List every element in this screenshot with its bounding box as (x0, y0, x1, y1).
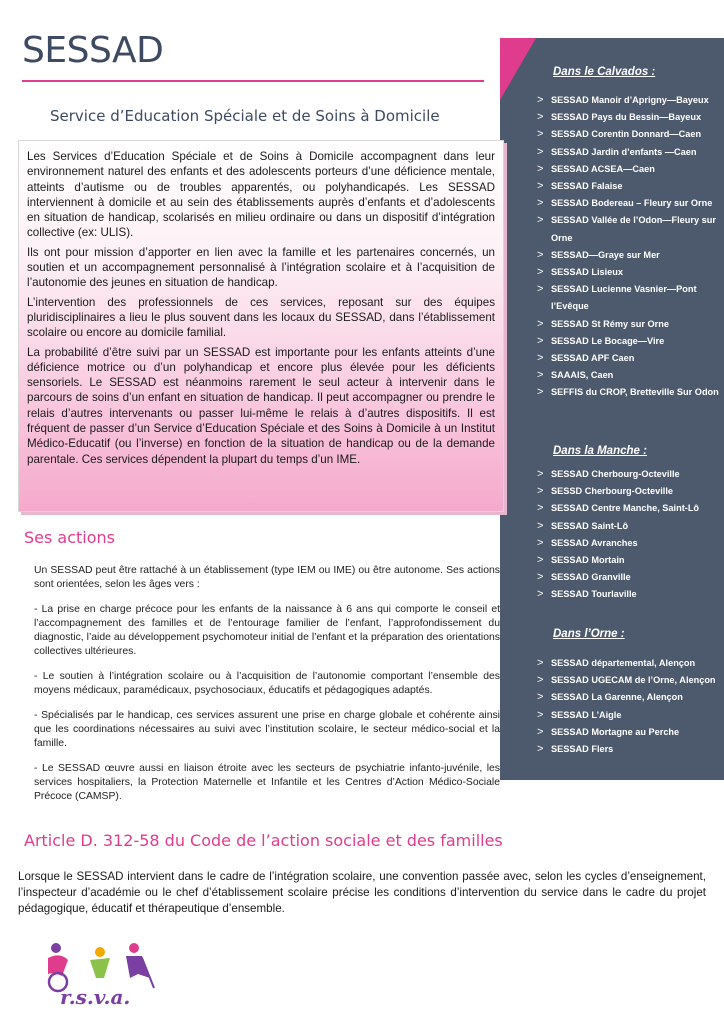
chevron-right-icon: > (537, 743, 544, 756)
sidebar-heading-manche: Dans la Manche : (553, 445, 647, 457)
list-item: > SESSAD Vallée de l’Odon—Fleury sur Orne (537, 214, 716, 243)
list-item: > SESSAD ACSEA—Caen (537, 161, 722, 178)
actions-paragraph: Un SESSAD peut être rattaché à un établissement (type IEM ou IME) ou être autonome. Ses actions sont orientées, selon les âges vers : (34, 565, 500, 590)
list-item: > SESSAD Centre Manche, Saint-Lô (537, 500, 722, 517)
article-paragraph: Lorsque le SESSAD intervient dans le cadre de l’intégration scolaire, une convention passée avec, selon les cycles d’enseignement, l’inspecteur d’académie ou le chef d’établissement scolaire précise les conditions d’intervention du service dans le cadre du projet pédagogique, éducatif et thérapeutique d’ensemble. (18, 870, 706, 915)
chevron-right-icon: > (537, 369, 544, 382)
list-item: > SESSAD Granville (537, 569, 722, 586)
list-item: > SESSAD Bodereau – Fleury sur Orne (537, 195, 722, 212)
list-item: > SESSAD UGECAM de l’Orne, Alençon (537, 672, 722, 689)
intro-box (18, 140, 504, 512)
list-item: > SESSAD Flers (537, 741, 722, 758)
chevron-right-icon: > (537, 468, 544, 480)
chevron-right-icon: > (537, 162, 544, 175)
chevron-right-icon: > (537, 111, 544, 124)
sidebar-list-calvados (537, 92, 722, 402)
chevron-right-icon: > (537, 248, 544, 261)
intro-paragraph: Les Services d’Education Spéciale et de Soins à Domicile accompagnent dans leur environnement naturel des enfants et des adolescents porteurs d’une déficience mentale, atteints d’autisme ou de troubles apparentés, ou polyhandicapés. Les SESSAD interviennent à domicile et au sein des établissements auprès d’enfants et d’adolescents en situation de handicap, scolarisés en milieu ordinaire ou dans un dispositif d’intégration collective (ex: ULIS). (27, 150, 495, 240)
chevron-right-icon: > (537, 334, 544, 347)
chevron-right-icon: > (537, 283, 544, 296)
list-item: > SESSAD Lucienne Vasnier—Pont l’Evêque (537, 283, 697, 312)
list-item: > SESSAD Tourlaville (537, 586, 722, 603)
list-item: > SESSAD Saint-Lô (537, 518, 722, 535)
list-item: > SESSAD APF Caen (537, 350, 722, 367)
intro-paragraph: Ils ont pour mission d’apporter en lien avec la famille et les partenaires concernés, un soutien et un accompagnement personnalisé à l’intégration scolaire et à l’acquisition de l’autonomie des jeunes en situation de handicap. (27, 245, 495, 290)
chevron-right-icon: > (537, 317, 544, 330)
list-item: > SESSAD La Garenne, Alençon (537, 689, 722, 706)
chevron-right-icon: > (537, 352, 544, 365)
logo-figure-head (95, 947, 105, 957)
chevron-right-icon: > (537, 674, 544, 687)
list-item: > SESSAD Mortagne au Perche (537, 724, 722, 741)
chevron-right-icon: > (537, 588, 544, 601)
chevron-right-icon: > (537, 386, 544, 399)
sidebar-heading-orne: Dans l’Orne : (553, 628, 625, 640)
actions-paragraph: - Le soutien à l’intégration scolaire ou à l’acquisition de l’autonomie comportant l’ensemble des moyens médicaux, paramédicaux, psychosociaux, éducatifs et pédagogiques adaptés. (34, 671, 500, 696)
chevron-right-icon: > (537, 519, 544, 532)
logo-figure-body (90, 958, 110, 978)
list-item: > SESSAD départemental, Alençon (537, 655, 722, 672)
list-item: > SESSAD St Rémy sur Orne (537, 316, 722, 333)
sidebar-corner-triangle (500, 38, 536, 100)
chevron-right-icon: > (537, 145, 544, 158)
rsva-logo (38, 938, 158, 1008)
chevron-right-icon: > (537, 94, 544, 106)
chevron-right-icon: > (537, 502, 544, 515)
list-item: > SESSAD Manoir d’Aprigny—Bayeux (537, 92, 722, 109)
list-item: > SESSAD Falaise (537, 178, 722, 195)
chevron-right-icon: > (537, 691, 544, 704)
actions-heading: Ses actions (24, 528, 116, 547)
list-item: > SESSAD Avranches (537, 535, 722, 552)
actions-paragraph: - Le SESSAD œuvre aussi en liaison étroite avec les secteurs de psychiatrie infanto-juvénile, les services hospitaliers, la Protection Maternelle et Infantile et les Centres d’Action Médico-Sociale Précoce (CAMSP). (34, 763, 500, 802)
chevron-right-icon: > (537, 128, 544, 141)
intro-paragraph: La probabilité d’être suivi par un SESSAD est importante pour les enfants atteints d’une déficience motrice ou d’un polyhandicap et encore plus élevée pour les déficients sensoriels. Le SESSAD est néanmoins rarement le seul acteur à intervenir dans le parcours de soins d’un enfant en situation de handicap. Il peut accompagner ou prendre le relais d’autres intervenants ou passer lui-même le relais à d’autres dispositifs. Il est fréquent de passer d’un Service d’Education Spéciale et des Soins à Domicile à un Institut Médico-Educatif (ou l’inverse) en fonction de la situation de handicap ou de la demande parentale. Ces services dépendent la plupart du temps d’un IME. (27, 345, 495, 466)
page-subtitle: Service d’Education Spéciale et de Soins à Domicile (50, 107, 440, 125)
list-item: > SEFFIS du CROP, Bretteville Sur Odon (537, 384, 722, 401)
list-item: > SESSAD Jardin d’enfants —Caen (537, 144, 722, 161)
list-item: > SESSAD Mortain (537, 552, 722, 569)
chevron-right-icon: > (537, 657, 544, 669)
list-item: > SESSAD Lisieux (537, 264, 722, 281)
title-divider (22, 80, 484, 82)
list-item: > SESSAD Cherbourg-Octeville (537, 466, 722, 483)
chevron-right-icon: > (537, 554, 544, 567)
logo-figure-head (51, 943, 61, 953)
sidebar-list-manche (537, 466, 722, 604)
list-item: > SESSAD Pays du Bessin—Bayeux (537, 109, 722, 126)
logo-text: r.s.v.a. (60, 985, 131, 1008)
list-item: > SESSAD Le Bocage—Vire (537, 333, 722, 350)
logo-figure-head (129, 943, 139, 953)
list-item: > SAAAIS, Caen (537, 367, 722, 384)
sidebar-list-orne (537, 655, 722, 758)
article-heading: Article D. 312-58 du Code de l’action sociale et des familles (24, 831, 503, 850)
chevron-right-icon: > (537, 725, 544, 738)
chevron-right-icon: > (537, 536, 544, 549)
chevron-right-icon: > (537, 197, 544, 210)
list-item: > SESSD Cherbourg-Octeville (537, 483, 722, 500)
page-title: SESSAD (22, 30, 164, 71)
intro-paragraph: L’intervention des professionnels de ces services, reposant sur des équipes pluridisciplinaires a lieu le plus souvent dans les locaux du SESSAD, dans l’établissement scolaire ou encore au domicile familial. (27, 295, 495, 340)
actions-section (34, 564, 500, 815)
chevron-right-icon: > (537, 180, 544, 193)
list-item: > SESSAD L’Aigle (537, 707, 722, 724)
chevron-right-icon: > (537, 266, 544, 279)
list-item: > SESSAD—Graye sur Mer (537, 247, 722, 264)
chevron-right-icon: > (537, 214, 544, 227)
chevron-right-icon: > (537, 571, 544, 584)
chevron-right-icon: > (537, 485, 544, 498)
actions-paragraph: - Spécialisés par le handicap, ces services assurent une prise en charge globale et cohérente ainsi que les coordinations nécessaires au suivi avec l’institution scolaire, le secteur médico-social et la famille. (34, 710, 500, 749)
actions-paragraph: - La prise en charge précoce pour les enfants de la naissance à 6 ans qui comporte le conseil et l’accompagnement des familles et de l’entourage familier de l’enfant, l’approfondissement du diagnostic, l’aide au développement psychomoteur initial de l’enfant et la préparation des orientations collectives ultérieures. (34, 604, 500, 657)
chevron-right-icon: > (537, 708, 544, 721)
list-item: > SESSAD Corentin Donnard—Caen (537, 126, 722, 143)
sidebar-heading-calvados: Dans le Calvados : (553, 66, 656, 78)
